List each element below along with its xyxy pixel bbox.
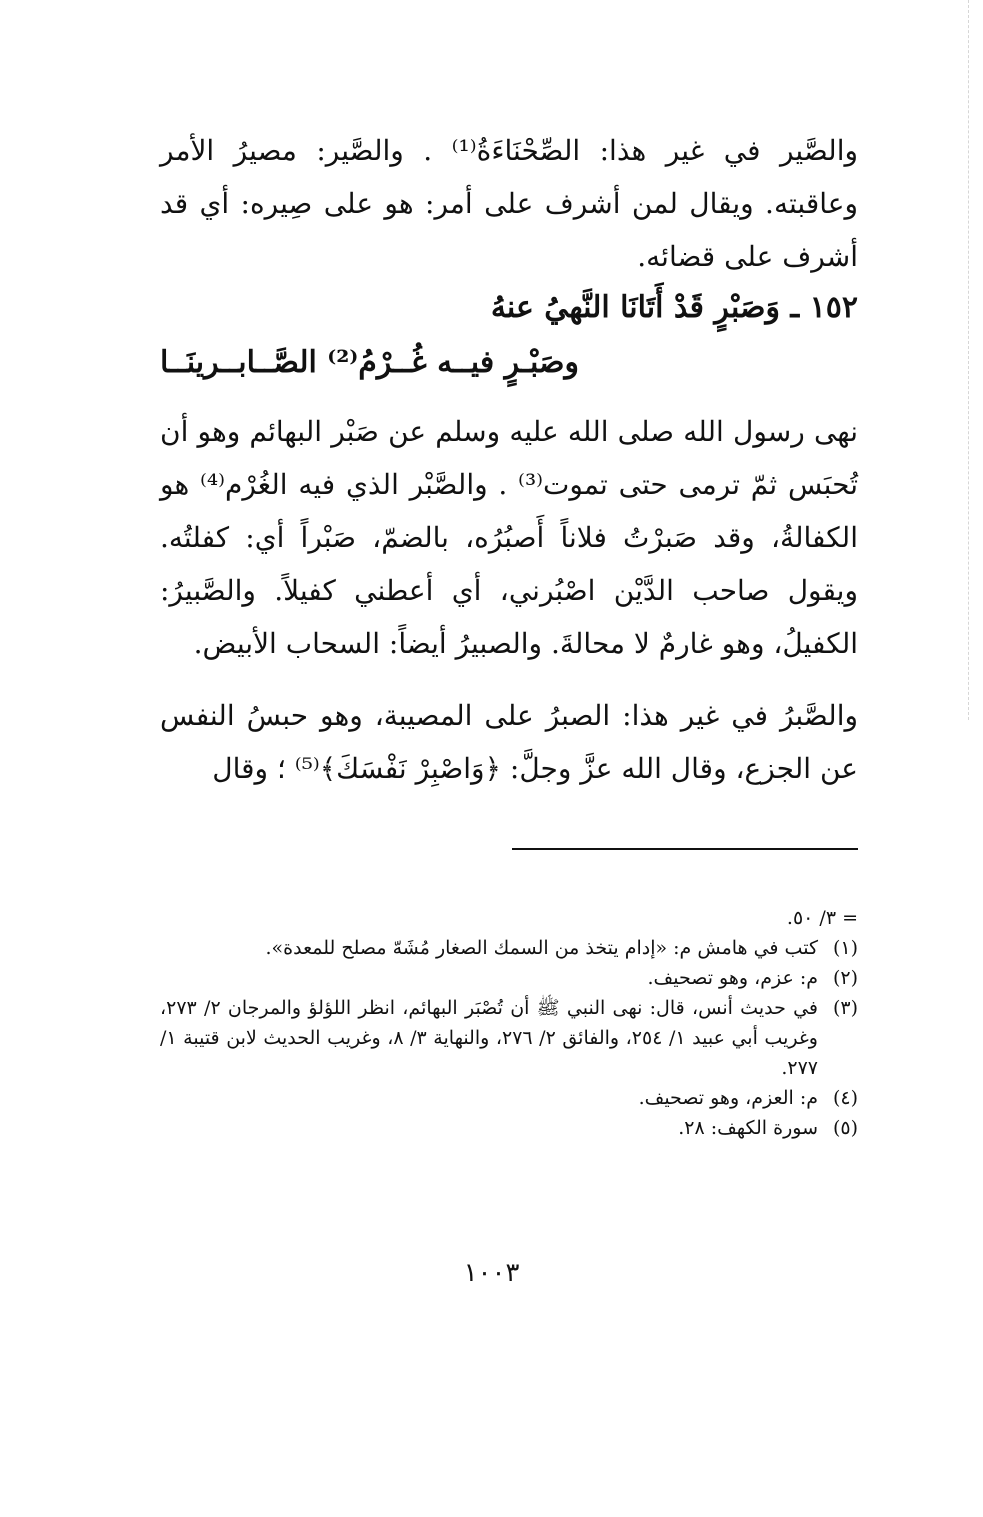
page-edge-mark xyxy=(968,0,969,720)
footnote-text: سورة الكهف: ٢٨. xyxy=(678,1117,818,1139)
paragraph-2: نهى رسول الله صلى الله عليه وسلم عن صَبْر البهائم وهو أن تُحبَس ثمّ ترمى حتى تموت⁽³⁾ . والصَّبْر الذي فيه الغُرْم⁽⁴⁾ هو الكفالةُ، وقد صَبرْتُ فلاناً أَصبُرُه، بالضمّ، صَبْراً أي: كفلتُه. ويقول صاحب الدَّيْن اصْبُرني، أي أعطني كفيلاً. والصَّبيرُ: الكفيلُ، وهو غارمٌ لا محالةَ. والصبيرُ أيضاً: السحاب الأبيض. xyxy=(160,415,858,660)
footnote-number: (٣) xyxy=(832,997,858,1019)
footnote-text: في حديث أنس، قال: نهى النبي ﷺ أن تُصْبَر البهائم، انظر اللؤلؤ والمرجان ٢/ ٢٧٣، وغريب أبي عبيد ١/ ٢٥٤، والفائق ٢/ ٢٧٦، والنهاية ٣/ ٨، وغريب الحديث لابن قتيبة ١/ ٢٧٧. xyxy=(160,997,818,1079)
footnote-item xyxy=(160,933,858,963)
footnote-text: م: عزم، وهو تصحيف. xyxy=(647,967,818,989)
footnote-text: م: العزم، وهو تصحيف. xyxy=(638,1087,818,1109)
footnotes xyxy=(160,903,858,1143)
page-number: ١٠٠٣ xyxy=(463,1258,520,1288)
footnote-carryover xyxy=(160,903,858,933)
footnote-number: (٥) xyxy=(832,1117,858,1139)
paragraph-1: والصَّير في غير هذا: الصِّحْنَاءَةُ⁽¹⁾ . والصَّير: مصيرُ الأمر وعاقبته. ويقال لمن أشرف على أمر: هو على صِيره: أي قد أشرف على قضائه. xyxy=(160,134,858,273)
footnote-item xyxy=(160,1113,858,1143)
footnote-item xyxy=(160,963,858,993)
footnote-item xyxy=(160,1083,858,1113)
verse-line-2: وصَبْـرٍ فيــه غُــرْمُ⁽²⁾ الصَّــابــرينَــا xyxy=(160,345,579,380)
footnote-number: (٤) xyxy=(832,1087,858,1109)
footnote-separator xyxy=(512,848,858,850)
footnote-item xyxy=(160,993,858,1083)
footnote-number: (١) xyxy=(832,937,858,959)
footnote-number: (٢) xyxy=(832,967,858,989)
footnote-text: كتب في هامش م: «إدام يتخذ من السمك الصغار مُشَهّ مصلح للمعدة». xyxy=(265,937,818,959)
paragraph-3: والصَّبرُ في غير هذا: الصبرُ على المصيبة، وهو حبسُ النفس عن الجزع، وقال الله عزَّ وجلَّ: ﴿وَاصْبِرْ نَفْسَكَ﴾⁽⁵⁾ ؛ وقال xyxy=(160,699,858,785)
verse-line-1: ١٥٢ ـ وَصَبْرٍ قَدْ أَتَانَا النَّهيُ عنهُ xyxy=(490,290,858,325)
footnote-carryover-text: = ٣/ ٥٠. xyxy=(786,907,858,929)
